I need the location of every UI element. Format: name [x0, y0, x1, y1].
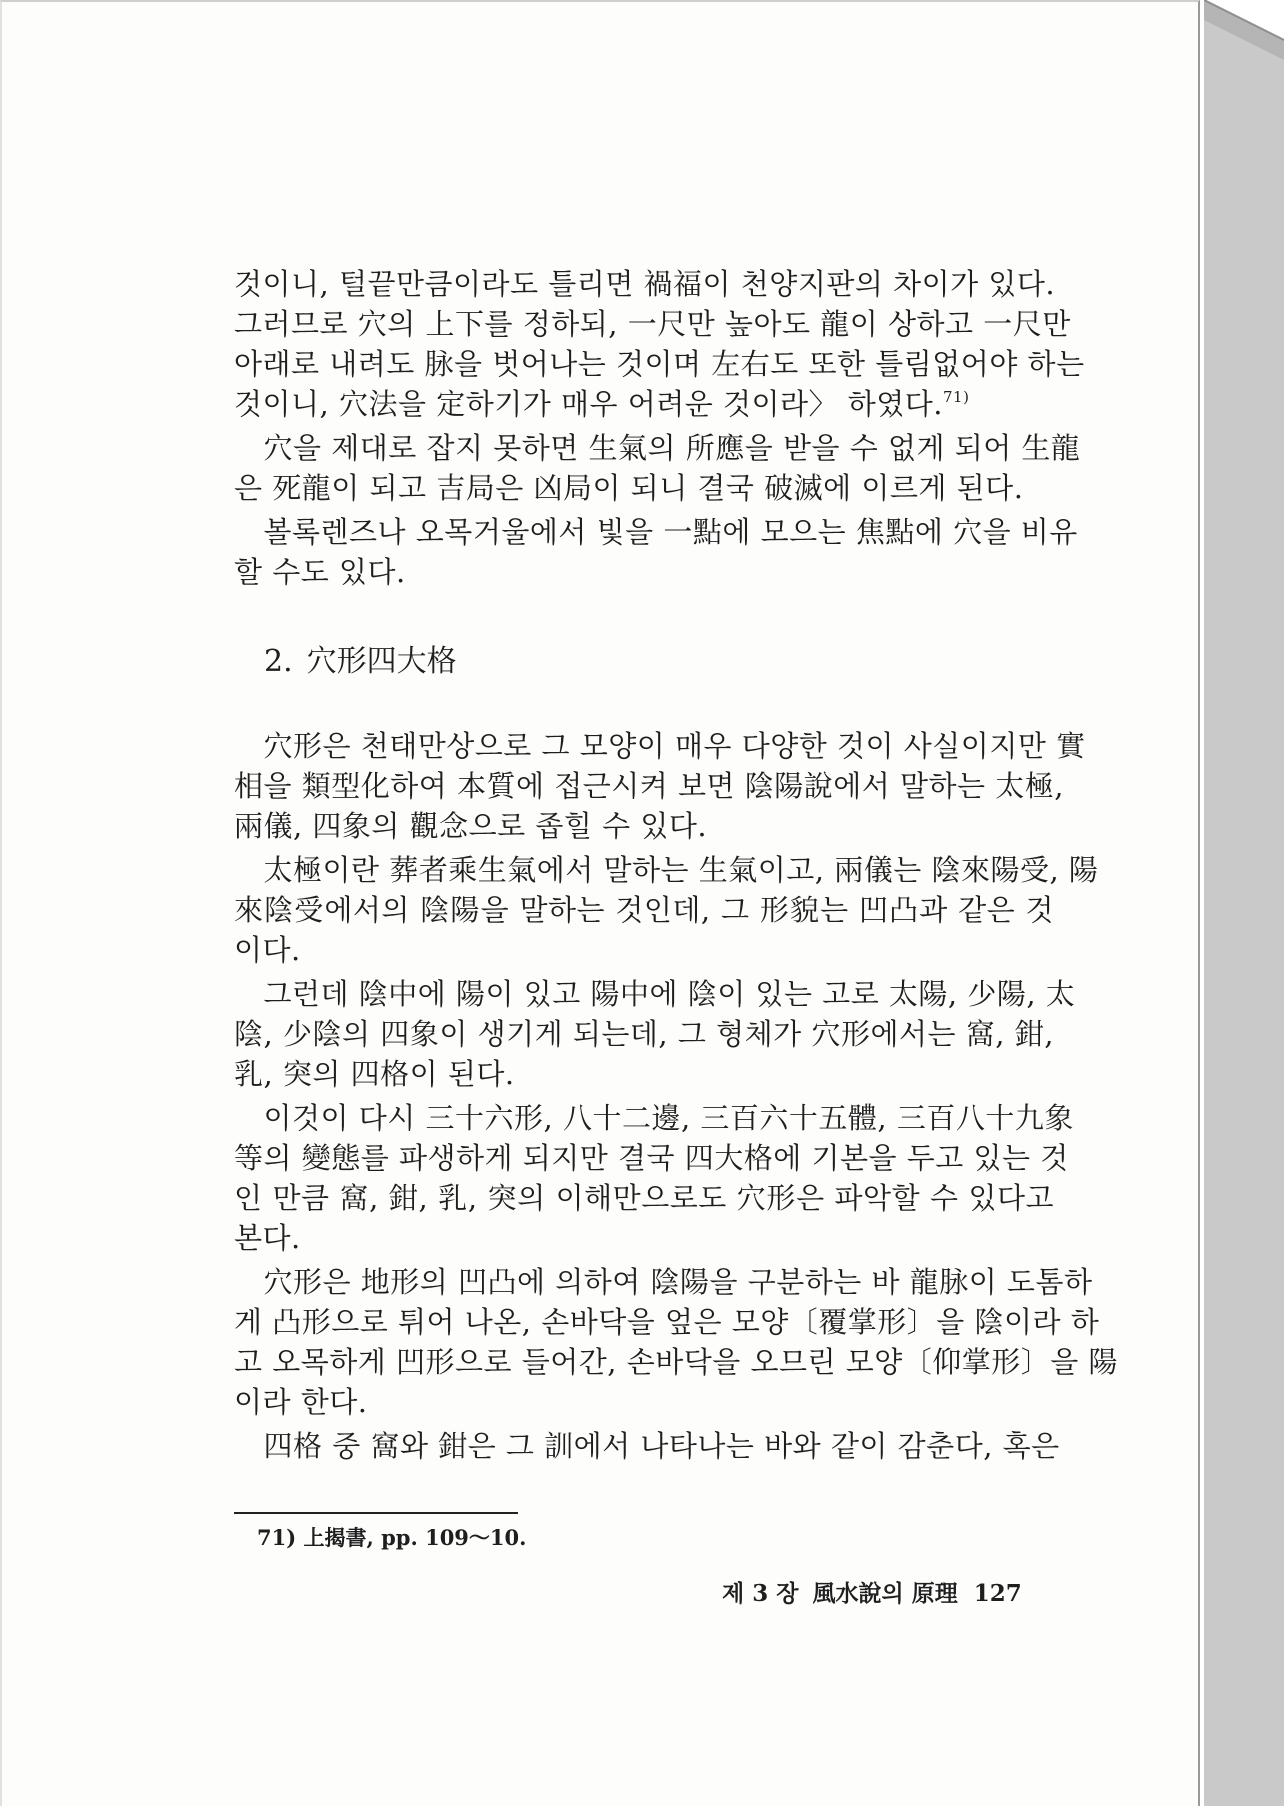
- body-text-top: [234, 264, 1085, 592]
- running-footer: [722, 1577, 1022, 1611]
- text-line: 볼록렌즈나 오목거울에서 빛을 一點에 모으는 焦點에 穴을 비유: [234, 515, 1078, 549]
- paragraph: [234, 428, 1081, 508]
- text-line: 相을 類型化하여 本質에 접근시켜 보면 陰陽說에서 말하는 太極,: [234, 769, 1064, 803]
- text-line: 고 오목하게 凹形으로 들어간, 손바닥을 오므린 모양〔仰掌形〕을 陽: [234, 1345, 1119, 1379]
- text-line: 그러므로 穴의 上下를 정하되, 一尺만 높아도 龍이 상하고 一尺만: [234, 307, 1071, 341]
- text-line: 陰, 少陰의 四象이 생기게 되는데, 그 형체가 穴形에서는 窩, 鉗,: [234, 1017, 1054, 1051]
- chapter-title: 風水說의 原理: [812, 1580, 958, 1607]
- section-heading: [264, 642, 457, 682]
- text-line: 兩儀, 四象의 觀念으로 좁힐 수 있다.: [234, 809, 708, 843]
- text-line: 太極이란 葬者乘生氣에서 말하는 生氣이고, 兩儀는 陰來陽受, 陽: [234, 853, 1099, 887]
- body-text-bottom: [234, 726, 1119, 1466]
- text-line: 은 死龍이 되고 吉局은 凶局이 되니 결국 破滅에 이르게 된다.: [234, 471, 1024, 505]
- text-line: 이다.: [234, 933, 301, 967]
- footnote-divider: [234, 1512, 518, 1514]
- text-line: 四格 중 窩와 鉗은 그 訓에서 나타나는 바와 같이 감춘다, 혹은: [234, 1429, 1060, 1463]
- section-number: 2.: [264, 644, 293, 679]
- page-number: 127: [973, 1580, 1022, 1607]
- text-line: 이것이 다시 三十六形, 八十二邊, 三百六十五體, 三百八十九象: [234, 1101, 1074, 1135]
- text-line: 乳, 突의 四格이 된다.: [234, 1057, 515, 1091]
- book-edge: [1204, 0, 1284, 1806]
- text-line: 본다.: [234, 1221, 301, 1255]
- footnote: 71) 上揭書, pp. 109～10.: [257, 1525, 527, 1550]
- text-line: 穴을 제대로 잡지 못하면 生氣의 所應을 받을 수 없게 되어 生龍: [234, 431, 1081, 465]
- text-line: 穴形은 천태만상으로 그 모양이 매우 다양한 것이 사실이지만 實: [234, 729, 1086, 763]
- paragraph: [234, 1098, 1074, 1258]
- section-title: 穴形四大格: [306, 644, 457, 679]
- paragraph: [234, 974, 1076, 1094]
- text-line: 이라 한다.: [234, 1385, 368, 1419]
- text-line: 게 凸形으로 튀어 나온, 손바닥을 엎은 모양〔覆掌形〕을 陰이라 하: [234, 1305, 1100, 1339]
- text-line: 인 만큼 窩, 鉗, 乳, 突의 이해만으로도 穴形은 파악할 수 있다고: [234, 1181, 1054, 1215]
- text-line: 할 수도 있다.: [234, 555, 406, 589]
- text-line: 穴形은 地形의 凹凸에 의하여 陰陽을 구분하는 바 龍脉이 도톰하: [234, 1265, 1093, 1299]
- text-line: 아래로 내려도 脉을 벗어나는 것이며 左右도 또한 틀림없어야 하는: [234, 347, 1085, 381]
- paragraph: [234, 512, 1078, 592]
- paragraph: [234, 1426, 1060, 1466]
- text-line-content: 것이니, 穴法을 定하기가 매우 어려운 것이라〉 하였다.: [234, 387, 943, 421]
- paragraph: [234, 264, 1085, 424]
- footnote-reference: 71): [943, 388, 970, 406]
- paragraph: [234, 726, 1086, 846]
- text-line: 等의 變態를 파생하게 되지만 결국 四大格에 기본을 두고 있는 것: [234, 1141, 1069, 1175]
- text-line: 그런데 陰中에 陽이 있고 陽中에 陰이 있는 고로 太陽, 少陽, 太: [234, 977, 1076, 1011]
- chapter-label: 제 3 장: [722, 1580, 799, 1607]
- paragraph: [234, 850, 1099, 970]
- text-line: 것이니, 털끝만큼이라도 틀리면 禍福이 천양지판의 차이가 있다.: [234, 267, 1056, 301]
- text-line: [234, 384, 1054, 424]
- paragraph: [234, 1262, 1119, 1422]
- text-line: 來陰受에서의 陰陽을 말하는 것인데, 그 形貌는 凹凸과 같은 것: [234, 893, 1054, 927]
